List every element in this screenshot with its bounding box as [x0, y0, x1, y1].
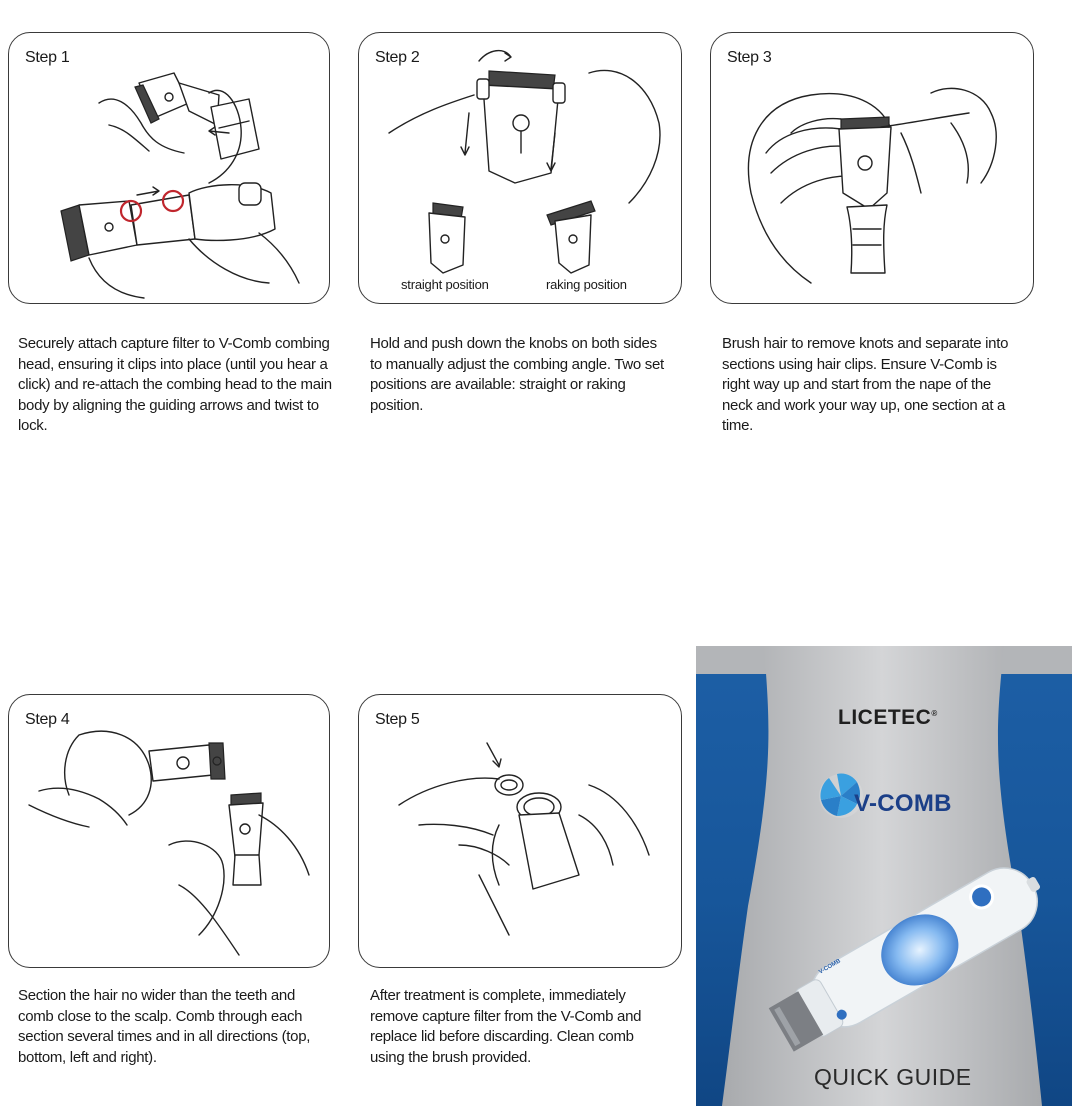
step-2-label: Step 2	[375, 49, 420, 66]
step-3-caption: Brush hair to remove knots and separate into sections using hair clips. Ensure V-Comb is right way up and start from the nape of the neck and work your way up, one section at a time.	[722, 335, 1009, 434]
raking-position-label: raking position	[546, 277, 627, 292]
device-logo-text: V-COMB	[818, 958, 842, 976]
step-4-label: Step 4	[25, 711, 70, 728]
capture-filter	[517, 793, 579, 889]
combing-head-top	[135, 73, 259, 159]
quick-guide-cover	[696, 646, 1072, 1106]
step-1-illustration	[9, 33, 329, 303]
step-3-illustration	[711, 33, 1033, 303]
step-3-label: Step 3	[727, 49, 772, 66]
step-1-caption: Securely attach capture filter to V-Comb combing head, ensuring it clips into place (until you hear a click) and re-attach the combing head to the main body by aligning the guiding arrows and twist to lock.	[18, 335, 332, 434]
step-4-panel	[8, 694, 330, 968]
quick-guide-title: QUICK GUIDE	[814, 1064, 972, 1090]
step-2-panel	[358, 32, 682, 304]
straight-position-label: straight position	[401, 277, 489, 292]
person-top	[29, 731, 151, 827]
registered-mark: ®	[931, 709, 938, 718]
device-assembled	[61, 183, 275, 261]
raking-position-icon	[547, 201, 595, 273]
step-2-illustration	[359, 33, 681, 303]
device-in-hair	[839, 117, 891, 273]
filter-lid	[495, 775, 523, 795]
step-1-panel	[8, 32, 330, 304]
device-horizontal	[149, 743, 225, 781]
step-3-panel	[710, 32, 1034, 304]
step-5-illustration	[359, 695, 681, 967]
brand-name: LICETEC	[838, 706, 932, 729]
step-5-label: Step 5	[375, 711, 420, 728]
brand-logo	[838, 706, 938, 730]
step-5-panel	[358, 694, 682, 968]
step-4-illustration	[9, 695, 329, 967]
step-4-caption: Section the hair no wider than the teeth and comb close to the scalp. Comb through each section several times and in all directions (top, bottom, left and right).	[18, 987, 311, 1066]
step-5-caption: After treatment is complete, immediately remove capture filter from the V-Comb and replace lid before discarding. Clean comb using the brush provided.	[370, 987, 642, 1066]
device-vertical	[229, 793, 263, 885]
step-1-label: Step 1	[25, 49, 70, 66]
product-name: V-COMB	[854, 790, 952, 817]
straight-position-icon	[429, 203, 465, 273]
step-2-caption: Hold and push down the knobs on both sides to manually adjust the combing angle. Two set positions are available: straight or raking position.	[370, 335, 664, 414]
